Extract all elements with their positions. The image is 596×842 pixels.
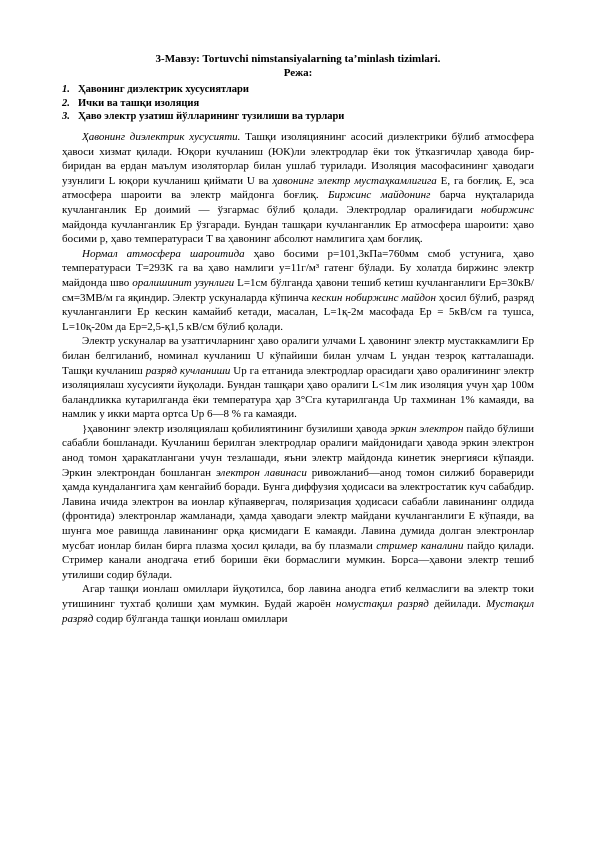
- italic-term: номустақил разряд: [336, 598, 429, 610]
- body-text: [62, 130, 534, 626]
- plan-item-text: Ички ва ташқи изоляция: [78, 97, 200, 109]
- plan-list: [62, 83, 532, 124]
- italic-term: электрон лавинаси: [215, 466, 307, 479]
- plan-item: [62, 110, 532, 124]
- body-paragraph: [62, 582, 534, 626]
- paragraph-text: барча нуқталарида кучланганлик Eр доимий — ўзгармас бўлиб қолади. Электродлар оралиғидаги: [62, 189, 535, 216]
- paragraph-text: дейилади.: [428, 598, 487, 610]
- paragraph-text: содир бўлганда ташқи ионлаш омиллари: [93, 612, 288, 625]
- italic-term: кескин нобиржинс майдон: [311, 291, 436, 304]
- plan-item: [62, 83, 532, 97]
- italic-term: Биржинс майдонинг: [327, 189, 431, 202]
- plan-item-text: Ҳаво электр узатиш йўлларининг тузилиши ва турлари: [78, 111, 345, 122]
- body-paragraph: [62, 422, 534, 583]
- paragraph-text: ҳосил бўлиб, разряд кучланганлиги Eр кескин камайиб кетади, масалан, L=1қ-2м масофада Eр = 5кВ/см га тушса, L=10қ-20м да Eр=2,5-қ1,5 кВ/см бўлиб қолади.: [62, 291, 534, 333]
- italic-term: Мустақил разряд: [62, 598, 535, 625]
- paragraph-text: Uр га етганида электродлар орасидаги ҳаво оралиғининг электр изоляциялаш хусусияти йуқолади. Бундан ташқари ҳаво оралиги L<1м лик изоляция учун ҳар 100м баландликка кутарилганда ёки температура ҳар 3°Сга кутарилганда Uр тахминан 1% камаяди, ва намлик у икки марта ортса Uр 6—8 % га камаяди.: [62, 364, 534, 421]
- plan-label: Режа:: [283, 67, 313, 79]
- paragraph-text: майдонда кучланганлик Eр ўзгаради. Бундан ташқари кучланганлик Eр атмосфера шароити: ҳаво босими p, ҳаво температураси T ва ҳавонинг абсолют намлигига ҳам боғлиқ.: [62, 218, 534, 246]
- page-title: 3-Мавзу: Tortuvchi nimstansiyalarning ta’minlash tizimlari.: [155, 53, 441, 65]
- plan-item-number: 1.: [62, 84, 70, 95]
- paragraph-text: ҳаво босими p=101,3кПа=760мм смоб устунига, ҳаво температураси T=293K га ва ҳаво намлиги y=11г/м³ гатенг бўлади. Бу холатда биржинс электр майдонда шво: [62, 247, 534, 289]
- italic-term: ҳавонинг электр мустаҳкамлигига: [272, 174, 437, 187]
- italic-term: нобиржинс: [480, 203, 534, 216]
- paragraph-text: ривожланиб—анод томон силжиб боравериди ҳамда кундалангига ҳам кенгайиб боради. Бунга диффузия ҳодисаси ва электростатик куч сабабдир. Лавина ичида электрон ва ионлар кўпаявергач, поляризация ҳодисаси сабабли лавинанинг олдида (фронтида) электронлар жамланади, ҳамда ҳаводаги электр майдани кучланганлиги E кўпаяди, ва шунга мое равишда лавинанинг орқа қисмидаги E камаяди. Лавина думида долган электронлар мусбат ионлар билан бирга плазма ҳосил қилади, ва бу плазмали: [62, 466, 535, 552]
- plan-item: [62, 97, 532, 111]
- italic-term: Нормал атмосфера шароитида: [82, 247, 245, 260]
- paragraph-text: Ташқи изоляциянинг асосий диэлектрики бўлиб атмосфера ҳавоси хизмат қилади. Юқори кучланиш (ЮК)ли электродлар ёки ток ўтказгичлар ҳавода бир-биридан ва ердан маълум изоляторлар билан ушлаб турилади. Изоляция масофасининг ҳаводаги узунлиги L юқори кучланиш қиймати U ва: [62, 131, 534, 187]
- paragraph-text: L=1см бўлганда ҳавони тешиб кетиш кучланганлиги Eр=30кВ/см=3МВ/м га яқиндир. Электр ускуналарда кўпинча: [62, 276, 534, 304]
- italic-term: Ҳавонинг диэлектрик хусусияти.: [82, 131, 241, 143]
- paragraph-text: пайдо қилади. Стример канали анодгача етиб бориши ёки бормаслиги мумкин. Борса—ҳавони электр тешиб утилиши содир бўлади.: [62, 539, 535, 581]
- italic-term: разряд кучланиши: [145, 364, 231, 377]
- italic-term: эркин электрон: [390, 422, 464, 435]
- body-paragraph: [62, 334, 534, 422]
- body-paragraph: [62, 247, 534, 335]
- paragraph-text: E, га боғлиқ. E, эса атмосфера шароити ва электр майдонга боғлиқ.: [62, 174, 535, 202]
- plan-item-number: 3.: [62, 111, 70, 122]
- italic-term: стример каналини: [376, 539, 464, 552]
- paragraph-text: Электр ускуналар ва узатгичларнинг ҳаво оралиги улчами L ҳавонинг электр мустаккамлиги Eр билан белгиланиб, номинал кучланиш U кўпайиши билан улчам L ундан тезроқ катталашади. Ташқи кучланиш: [62, 335, 534, 377]
- plan-item-number: 2.: [62, 97, 70, 109]
- paragraph-text: Агар ташқи ионлаш омиллари йуқотилса, бор лавина анодга етиб келмаслиги ва электр токи утишининг тухтаб қолиши ҳам мумкин. Будай жароён: [62, 583, 534, 610]
- body-paragraph: [62, 130, 534, 247]
- paragraph-text: пайдо бўлиши сабабли бошланади. Кучланиш берилган электродлар оралиги майдонидаги ҳавода эркин электрон анод томон ҳаракатлангани учун тезлашади, яъни электр майдонда кинетик энергияси кўпаяди. Эркин электрондан бошланган: [62, 422, 535, 479]
- italic-term: оралишинит узунлиги: [132, 276, 235, 289]
- plan-item-text: Ҳавонинг диэлектрик хусусиятлари: [78, 84, 249, 95]
- paragraph-text: }ҳавонинг электр изоляциялаш қобилиятининг бузилиши ҳавода: [82, 422, 391, 435]
